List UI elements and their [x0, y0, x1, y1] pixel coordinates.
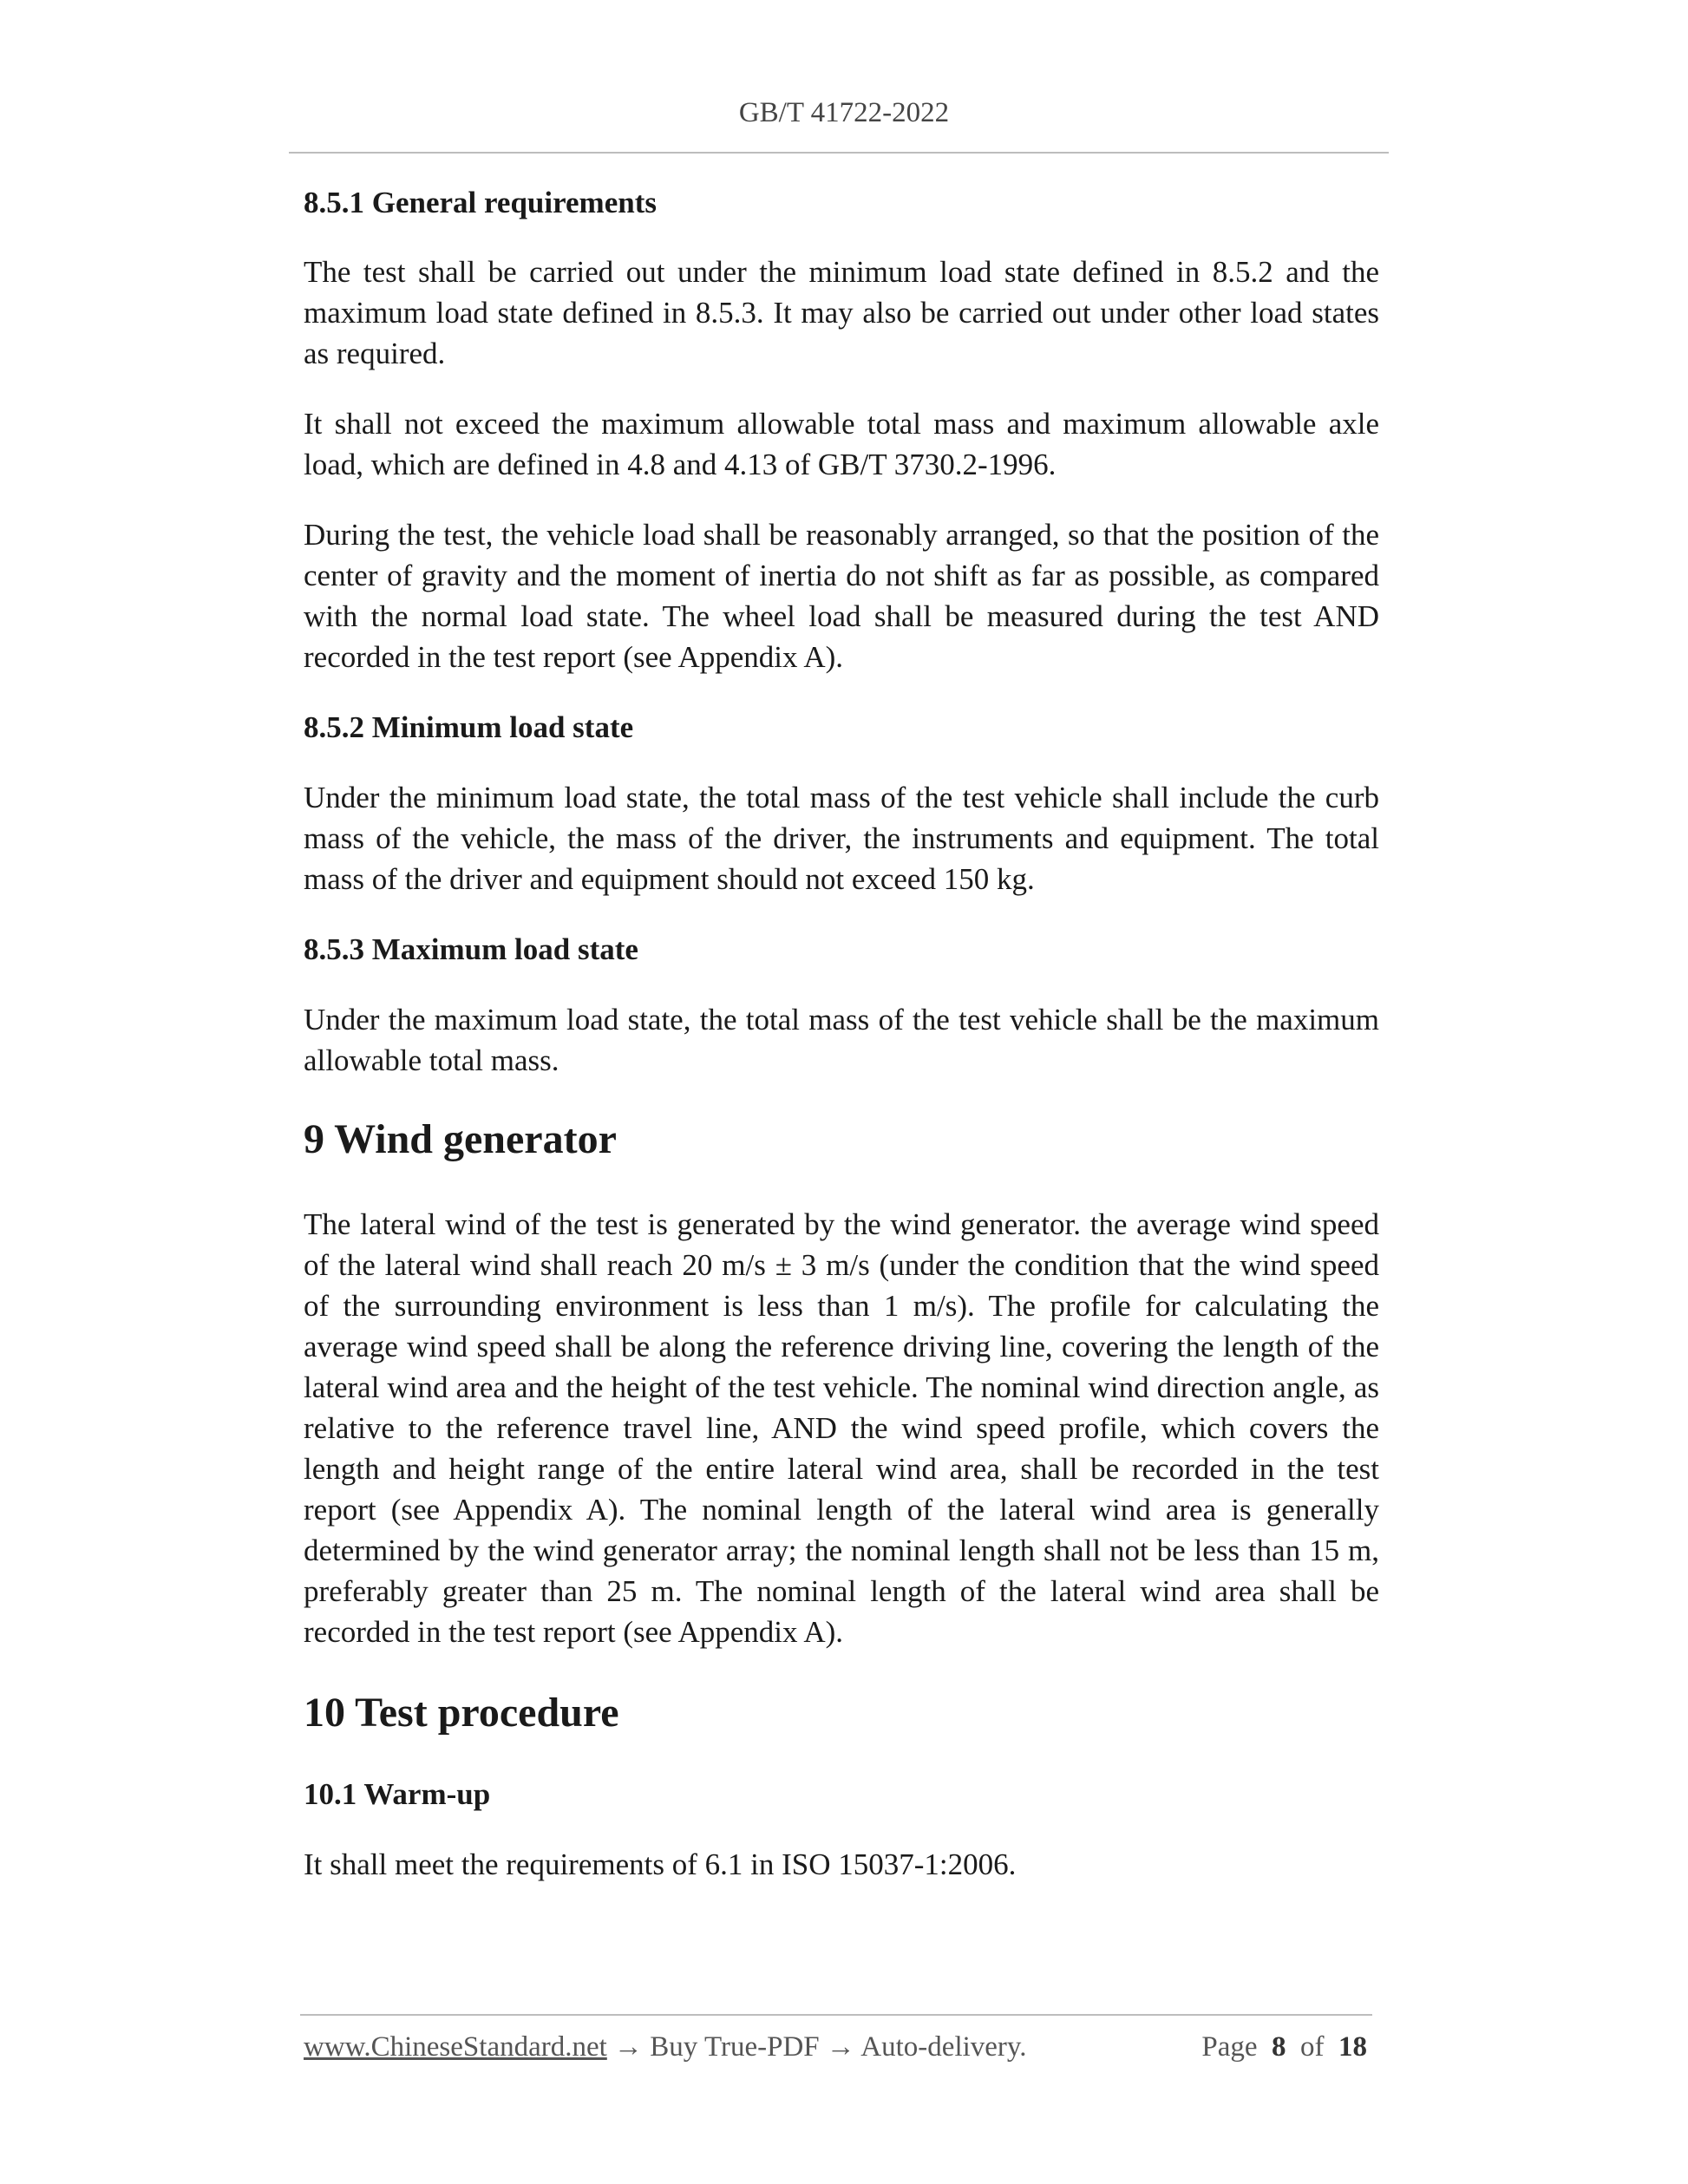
section-10-1-heading: 10.1 Warm-up [304, 1777, 491, 1811]
page-footer [304, 2031, 1372, 2070]
page-number [1201, 2031, 1367, 2063]
section-10-heading: 10 Test procedure [304, 1690, 619, 1736]
header-divider [289, 152, 1389, 154]
footer-tagline: → Buy True-PDF → Auto-delivery. [606, 2031, 1027, 2063]
section-8-5-3-paragraph-1: Under the maximum load state, the total mass of the test vehicle shall be the maximum allowable total mass. [304, 1003, 1379, 1077]
section-8-5-3-heading: 8.5.3 Maximum load state [304, 932, 638, 966]
section-8-5-2-heading: 8.5.2 Minimum load state [304, 710, 634, 744]
page-label: Page [1201, 2031, 1258, 2063]
of-label: of [1300, 2031, 1325, 2063]
document-id-header: GB/T 41722-2022 [738, 97, 950, 128]
section-8-5-1-paragraph-2: It shall not exceed the maximum allowable total mass and maximum allowable axle load, which are defined in 4.8 and 4.13 of GB/T 3730.2-1996. [304, 407, 1379, 481]
site-link[interactable]: www.ChineseStandard.net [304, 2031, 607, 2063]
total-pages-number: 18 [1338, 2031, 1367, 2063]
section-9-paragraph-1: The lateral wind of the test is generated by the wind generator. the average wind speed of the lateral wind shall reach 20 m/s ± 3 m/s (under the condition that the wind speed of the surrounding environment is less than 1 m/s). The profile for calculating the average wind speed shall be along the reference driving line, covering the length of the lateral wind area and the height of the test vehicle. The nominal wind direction angle, as relative to the reference travel line, AND the wind speed profile, which covers the length and height range of the entire lateral wind area, shall be recorded in the test report (see Appendix A). The nominal length of the lateral wind area is generally determined by the wind generator array; the nominal length shall not be less than 15 m, preferably greater than 25 m. The nominal length of the lateral wind area shall be recorded in the test report (see Appendix A). [304, 1207, 1379, 1649]
footer-divider [300, 2014, 1372, 2016]
section-8-5-1-paragraph-3: During the test, the vehicle load shall be reasonably arranged, so that the position of the center of gravity and the moment of inertia do not shift as far as possible, as compared with the normal load state. The wheel load shall be measured during the test AND recorded in the test report (see Appendix A). [304, 518, 1379, 674]
section-8-5-1-heading: 8.5.1 General requirements [304, 186, 657, 219]
section-8-5-1-paragraph-1: The test shall be carried out under the minimum load state defined in 8.5.2 and the maximum load state defined in 8.5.3. It may also be carried out under other load states as required. [304, 255, 1379, 370]
section-8-5-2-paragraph-1: Under the minimum load state, the total mass of the test vehicle shall include the curb mass of the vehicle, the mass of the driver, the instruments and equipment. The total mass of the driver and equipment should not exceed 150 kg. [304, 781, 1379, 896]
page-body [304, 182, 1379, 1885]
footer-promo [304, 2031, 1027, 2063]
section-10-1-paragraph-1: It shall meet the requirements of 6.1 in ISO 15037-1:2006. [304, 1847, 1017, 1881]
current-page-number: 8 [1272, 2031, 1286, 2063]
section-9-heading: 9 Wind generator [304, 1116, 617, 1162]
